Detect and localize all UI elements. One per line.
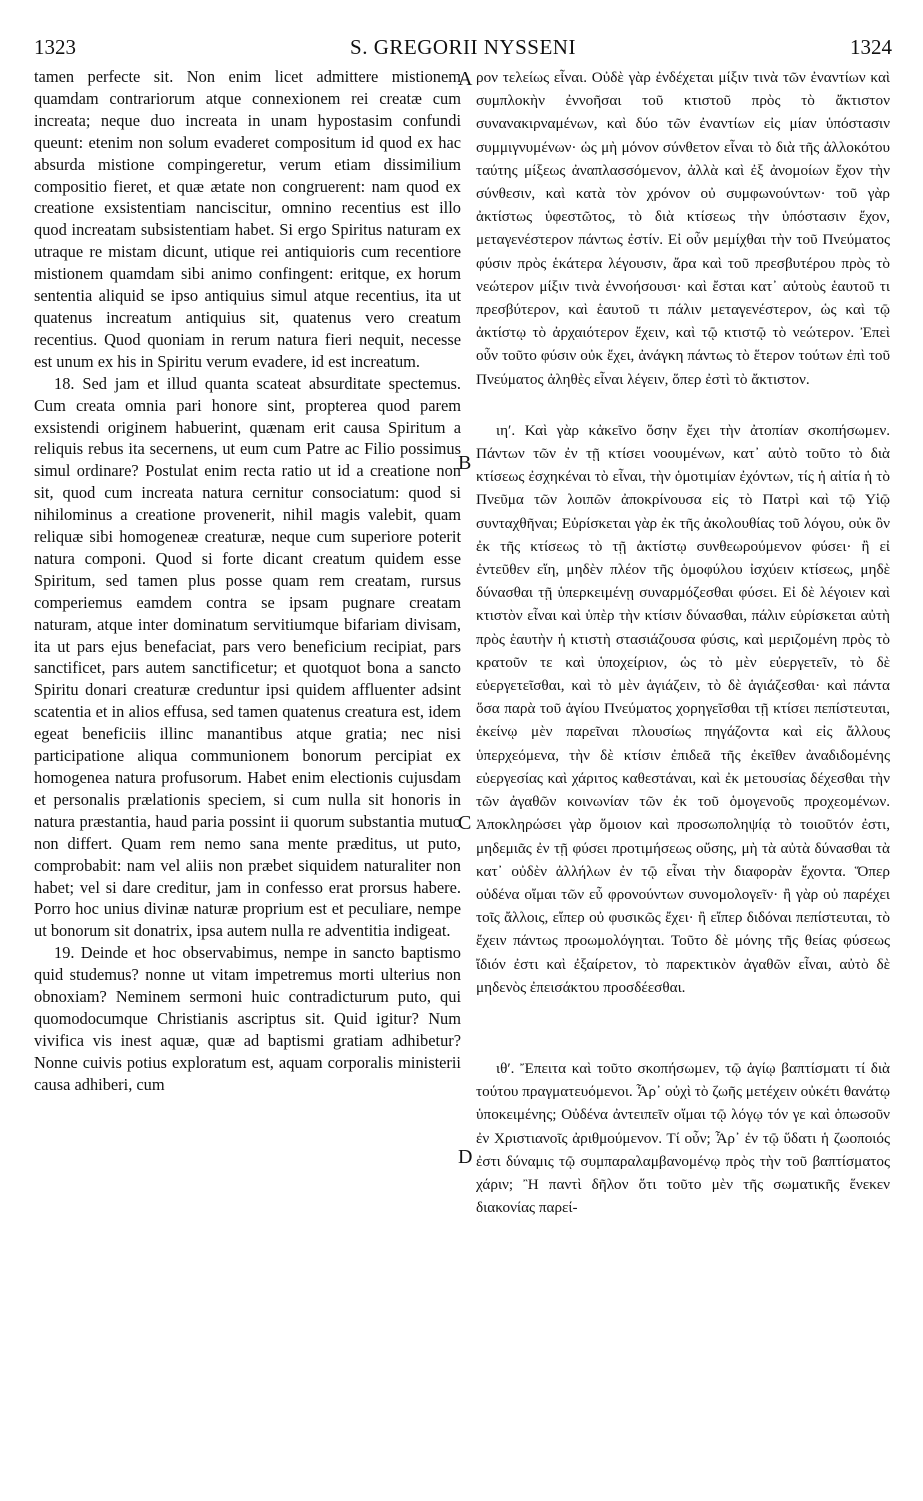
latin-paragraph-17-end: tamen perfecte sit. Non enim licet admittere mistionem quamdam contrariorum atque connexionem rei creatæ cum increata; neque duo increata in unam hypostasim confundi queunt: etenim non solum evaderet compositum id quod ex hac absurda mistione compingeretur, verum etiam dissimilium compositio fieret, et quæ ætate non congruerent: nam quod ex creatione exsistentiam nanciscitur, omnino recentius est illo quod increatam subsistentiam habet. Si ergo Spiritus naturam ex utraque re mistam dicunt, utique rei antiquioris cum recentiore mistionem quamdam sibi animo confingent: eritque, ex horum sententia aliquid se ipso antiquius simul atque recentius, ita ut quatenus increatum antiquius sit, quatenus vero creatum recentius. Quod quoniam in rerum natura fieri nequit, necesse est unum ex his in Spiritu verum evadere, id est increatum. <box>34 67 461 371</box>
latin-paragraph-18: 18. Sed jam et illud quanta scateat absurditate spectemus. Cum creata omnia pari honore sint, propterea quod parem exsistendi originem habuerint, quænam erit causa Spiritum a reliquis rebus ita secernens, ut eum cum Patre ac Filio possimus simul ordinare? Postulat enim recta ratio ut id a creatione non sit, quod cum increata natura cernitur consociatum: quod si nihilominus a creatione provenerit, nihil magis valebit, quam reliquæ sibi homogeneæ creaturæ, neque cum superiore poterit natura componi. Quod si forte dicant creatum quidem esse Spiritum, sed tamen plus posse quam rem creatam, rursus comperiemus eamdem contra se ipsam pugnare creatam naturam, atque inter dominatum servitiumque bifariam divisam, ita ut pars ejus benefaciat, pars vero beneficium recipiat, pars sanctificet, pars autem sanctificetur; et quotquot bona a sancto Spiritu donari creaturæ creduntur ipsi quidem affluenter adsint scatentia et in alios effusa, sed tamen quatenus creatura est, idem egeat beneficiis illinc manantibus atque gratia; nec nisi participatione aliqua communionem bonorum percipiat ex homogenea natura profusorum. Habet enim electionis cujusdam et personalis prælationis speciem, si cum nulla sit honoris in natura præstantia, haud paria possint ii quorum substantia mutuo non differt. Quam rem nemo sana mente præditus, ut puto, comprobabit: nam vel aliis non præbet siquidem naturaliter non habet; vel si dare creditur, jam in confesso erat prorsus habere. Porro hoc unius divinæ naturæ proprium est et peculiare, nempe ut bonorum sit donatrix, ipsa autem nulla re adventitia indigeat. <box>34 373 461 941</box>
margin-marker-a: A <box>458 68 473 90</box>
running-title: S. GREGORII NYSSENI <box>350 35 576 59</box>
margin-marker-c: C <box>458 812 472 834</box>
running-header <box>34 34 892 60</box>
latin-column <box>34 66 461 1096</box>
greek-paragraph-19: ιθ′. Ἔπειτα καὶ τοῦτο σκοπήσωμεν, τῷ ἁγίῳ βαπτίσματι τί διὰ τούτου πραγματευόμενοι. Ἆρ᾽ οὐχὶ τὸ ζωῆς μετέχειν οὐκέτι θανάτῳ ὑποκειμένης; Οὐδένα ἀντειπεῖν οἴμαι τῷ λόγῳ τόν γε καὶ ὁπωσοῦν ἐν Χριστιανοῖς ἀριθμούμενον. Τί οὖν; Ἆρ᾽ ἐν τῷ ὕδατι ἡ ζωοποιός ἐστι δύναμις τῷ συμπαραλαμβανομένῳ πρὸς τὴν τοῦ βαπτίσματος χάριν; Ἢ παντὶ δῆλον ὅτι τοῦτο μὲν τῆς σωματικῆς ἕνεκεν διακονίας παρεί- <box>476 1059 890 1217</box>
margin-marker-d: D <box>458 1146 473 1168</box>
greek-paragraph-17-end: ρον τελείως εἶναι. Οὐδὲ γὰρ ἐνδέχεται μίξιν τινὰ τῶν ἐναντίων καὶ συμπλοκὴν ἐννοῆσαι τοῦ κτιστοῦ πρὸς τὸ ἄκτιστον συνανακιρναμένων, καὶ δύο τῶν ἐναντίων εἰς μίαν ὑπόστασιν συμμιγνυμένων· ὡς μὴ μόνον σύνθετον εἶναι τὸ διὰ τῆς ἀλλοκότου ταύτης μίξεως ἀναπλασσόμενον, ἀλλὰ καὶ ἐξ ἀνομοίων ἔχον τὴν σύνθεσιν, καὶ κατὰ τὸν χρόνον οὐ συμφωνούντων· τοῦ γὰρ ἀκτίστως ὑφεστῶτος, τὸ διὰ κτίσεως τὴν ὑπόστασιν ἔχον, μεταγενέστερον πάντως ἐστίν. Εἰ οὖν μεμίχθαι τὴν τοῦ Πνεύματος φύσιν πρὸς ἑκάτερα λέγουσιν, ἄρα καὶ τοῦ πρεσβυτέρου πρὸς τὸ νεώτερον μίξιν τινὰ ἐννοήσουσι· καὶ ἔσται κατ᾽ αὐτοὺς ἑαυτοῦ τι πρεσβύτερον, καὶ ἑαυτοῦ τι πάλιν μεταγενέστερον, ὡς καὶ τῷ ἀκτίστῳ τὸ ἀρχαιότερον ἔχειν, καὶ τῷ κτιστῷ τὸ νεώτερον. Ἐπεὶ οὖν τοῦτο φύσιν οὐκ ἔχει, ἀνάγκη πάντως τὸ ἕτερον τούτων ἐπὶ τοῦ Πνεύματος ἀληθὲς εἶναι λέγειν, ὅπερ ἐστὶ τὸ ἄκτιστον. <box>476 69 890 388</box>
latin-paragraph-19: 19. Deinde et hoc observabimus, nempe in sancto baptismo quid studemus? nonne ut vitam impetremus morti ulterius non obnoxiam? Neminem sermoni huic contradicturum puto, qui quomodocumque Christianis ascriptus sit. Quid igitur? Num vivifica vis inest aquæ, quæ ad baptismi gratiam adhibetur? Nonne cuivis potius exploratum est, aquam corporalis ministerii causa adhiberi, cum <box>34 943 461 1094</box>
margin-marker-b: B <box>458 452 472 474</box>
page-number-right: 1324 <box>850 35 892 59</box>
greek-column <box>476 66 890 1219</box>
greek-paragraph-18: ιη′. Καὶ γὰρ κἀκεῖνο ὅσην ἔχει τὴν ἀτοπίαν σκοπήσωμεν. Πάντων τῶν ἐν τῇ κτίσει νοουμένων, κατ᾽ αὐτὸ τοῦτο τὸ διὰ κτίσεως ἐσχηκέναι τὸ εἶναι, τὴν ὁμοτιμίαν ἐχόντων, τίς ἡ αἰτία ἡ τὸ Πνεῦμα τῶν λοιπῶν ἀποκρίνουσα εἰς τὸ Πατρὶ καὶ τῷ Υἱῷ συνταχθῆναι; Εὑρίσκεται γὰρ ἐκ τῆς ἀκολουθίας τοῦ λόγου, οὐκ ὂν ἐκ τῆς κτίσεως τὸ τῇ ἀκτίστῳ συνθεωρούμενον φύσει· ἢ εἰ ἐντεῦθεν εἴη, μηδὲν πλέον τῆς ὁμοφύλου ἰσχύειν κτίσεως, μηδὲ δύνασθαι τῇ ὑπερκειμένῃ συναρμόζεσθαι φύσει. Εἰ δὲ λέγοιεν καὶ κτιστὸν εἶναι καὶ ὑπὲρ τὴν κτίσιν δύνασθαι, πάλιν εὑρίσκεται αὐτὴ πρὸς ἑαυτὴν ἡ κτιστὴ στασιάζουσα φύσις, καὶ μεριζομένη πρὸς τὸ κρατοῦν τε καὶ ὑποχείριον, ὡς τὸ μὲν εὐεργετεῖν, τὸ δὲ εὐεργετεῖσθαι, καὶ τὸ μὲν ἁγιάζειν, τὸ δὲ ἁγιάζεσθαι· καὶ πάντα ὅσα παρὰ τοῦ ἁγίου Πνεύματος χορηγεῖσθαι τῇ κτίσει πεπίστευται, ἐκείνῳ μὲν παρεῖναι πλουσίως πηγάζοντα καὶ εἰς ἄλλους ὑπερχεόμενα, τὴν δὲ κτίσιν ἐπιδεᾶ τῆς ἐκεῖθεν ἀναδιδομένης εὐεργεσίας καὶ χάριτος καθεστάναι, καὶ ἐκ μετουσίας δέχεσθαι τὴν τῶν ἀγαθῶν κοινωνίαν τῶν ἐκ τοῦ ὁμογενοῦς προχεομένων. Ἀποκληρώσει γὰρ ὅμοιον καὶ προσωποληψίᾳ τὸ τοιοῦτόν ἐστι, μηδεμιᾶς ἐν τῇ φύσει προτιμήσεως οὔσης, μὴ τὰ αὐτὰ δύνασθαι τὰ κατ᾽ οὐδὲν ἀλλήλων ἐν τῷ εἶναι τὴν διαφορὰν ἔχοντα. Ὅπερ οὐδένα οἴμαι τῶν εὖ φρονούντων συνομολογεῖν· ἢ γὰρ οὐ παρέχει τοῖς ἄλλοις, εἴπερ οὐ φυσικῶς ἔχει· ἢ εἴπερ διδόναι πεπίστευται, τὸ ἔχειν πάντως προωμολόγηται. Τοῦτο δὲ μόνης τῆς θείας φύσεως ἴδιόν ἐστι καὶ ἐξαίρετον, τὸ παρεκτικὸν ἀγαθῶν εἶναι, αὐτὸ δὲ μηδενὸς ἐπεισάκτου προσδέεσθαι. <box>476 421 890 996</box>
page-number-left: 1323 <box>34 35 76 59</box>
